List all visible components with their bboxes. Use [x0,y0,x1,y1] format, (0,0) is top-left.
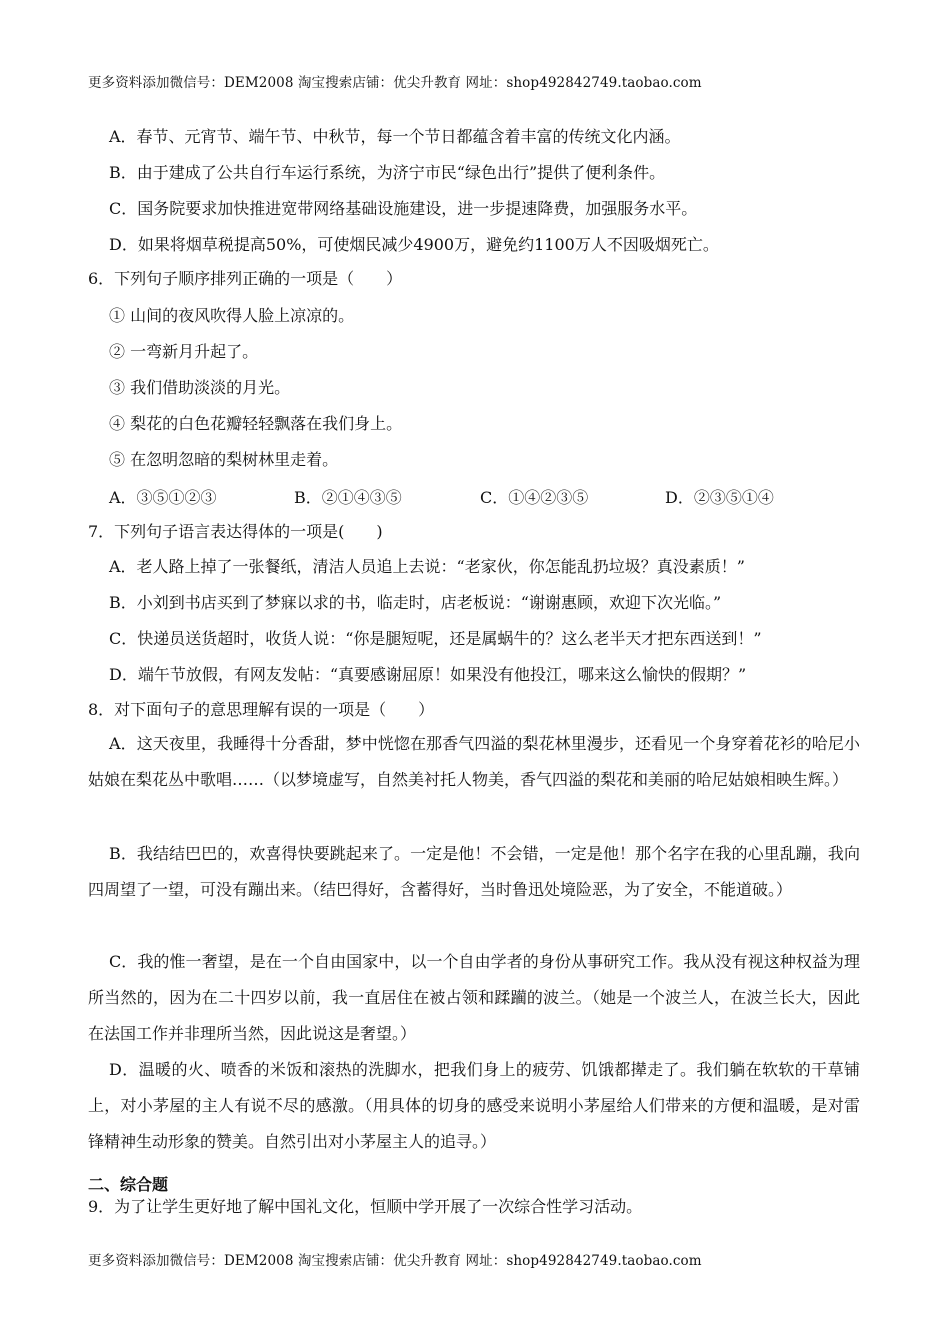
q6-sentence-3: ③ 我们借助淡淡的月光。 [109,378,291,397]
page-footer: 更多资料添加微信号：DEM2008 淘宝搜索店铺：优尖升教育 网址：shop492842749.taobao.com [88,1253,702,1269]
q7-option-a: A．老人路上掉了一张餐纸，清洁人员追上去说：“老家伙，你怎能乱扔垃圾？真没素质！” [109,557,745,576]
q6-option-c: C．①④②③⑤ [480,488,589,507]
q6-option-b: B．②①④③⑤ [294,488,402,507]
q5-option-a: A．春节、元宵节、端午节、中秋节，每一个节日都蕴含着丰富的传统文化内涵。 [109,127,681,146]
q6-sentence-2: ② 一弯新月升起了。 [109,342,259,361]
q8-option-d: D．温暖的火、喷香的米饭和滚热的洗脚水，把我们身上的疲劳、饥饿都撵走了。我们躺在软软的干草铺上，对小茅屋的主人有说不尽的感激。（用具体的切身的感受来说明小茅屋给人们带来的方便和温暖，是对雷锋精神生动形象的赞美。自然引出对小茅屋主人的追寻。） [88,1060,860,1151]
q6-sentence-1: ① 山间的夜风吹得人脸上凉凉的。 [109,306,355,325]
q5-option-b: B．由于建成了公共自行车运行系统，为济宁市民“绿色出行”提供了便利条件。 [109,163,666,182]
q6-sentence-5: ⑤ 在忽明忽暗的梨树林里走着。 [109,450,339,469]
q7-option-b: B．小刘到书店买到了梦寐以求的书，临走时，店老板说：“谢谢惠顾，欢迎下次光临。” [109,593,722,612]
q8-option-c: C．我的惟一奢望，是在一个自由国家中，以一个自由学者的身份从事研究工作。我从没有视这种权益为理所当然的，因为在二十四岁以前，我一直居住在被占领和蹂躏的波兰。（她是一个波兰人，在波兰长大，因此在法国工作并非理所当然，因此说这是奢望。） [88,952,860,1043]
q7-option-c: C．快递员送货超时，收货人说：“你是腿短呢，还是属蜗牛的？这么老半天才把东西送到！” [109,629,762,648]
q5-option-d: D．如果将烟草税提高50%，可使烟民减少4900万，避免约1100万人不因吸烟死亡。 [109,235,719,254]
q8-option-a: A．这天夜里，我睡得十分香甜，梦中恍惚在那香气四溢的梨花林里漫步，还看见一个身穿着花衫的哈尼小姑娘在梨花丛中歌唱……（以梦境虚写，自然美衬托人物美，香气四溢的梨花和美丽的哈尼姑娘相映生辉。） [88,734,860,789]
q6-stem: 6．下列句子顺序排列正确的一项是（ ） [88,269,403,288]
q6-option-d: D．②③⑤①④ [665,488,774,507]
page-header: 更多资料添加微信号：DEM2008 淘宝搜索店铺：优尖升教育 网址：shop492842749.taobao.com [88,75,702,91]
q8-stem: 8．对下面句子的意思理解有误的一项是（ ） [88,700,435,719]
q5-option-c: C．国务院要求加快推进宽带网络基础设施建设，进一步提速降费，加强服务水平。 [109,199,698,218]
q7-option-d: D．端午节放假，有网友发帖：“真要感谢屈原！如果没有他投江，哪来这么愉快的假期？” [109,665,747,684]
q6-option-a: A．③⑤①②③ [109,488,217,507]
q6-sentence-4: ④ 梨花的白色花瓣轻轻飘落在我们身上。 [109,414,403,433]
section-heading: 二、综合题 [88,1175,169,1194]
q7-stem: 7．下列句子语言表达得体的一项是( ) [88,522,383,541]
q9-stem: 9．为了让学生更好地了解中国礼文化，恒顺中学开展了一次综合性学习活动。 [88,1197,643,1216]
q8-option-b: B．我结结巴巴的，欢喜得快要跳起来了。一定是他！不会错，一定是他！那个名字在我的心里乱蹦，我向四周望了一望，可没有蹦出来。（结巴得好，含蓄得好，当时鲁迅处境险恶，为了安全，不能道破。） [88,844,860,899]
